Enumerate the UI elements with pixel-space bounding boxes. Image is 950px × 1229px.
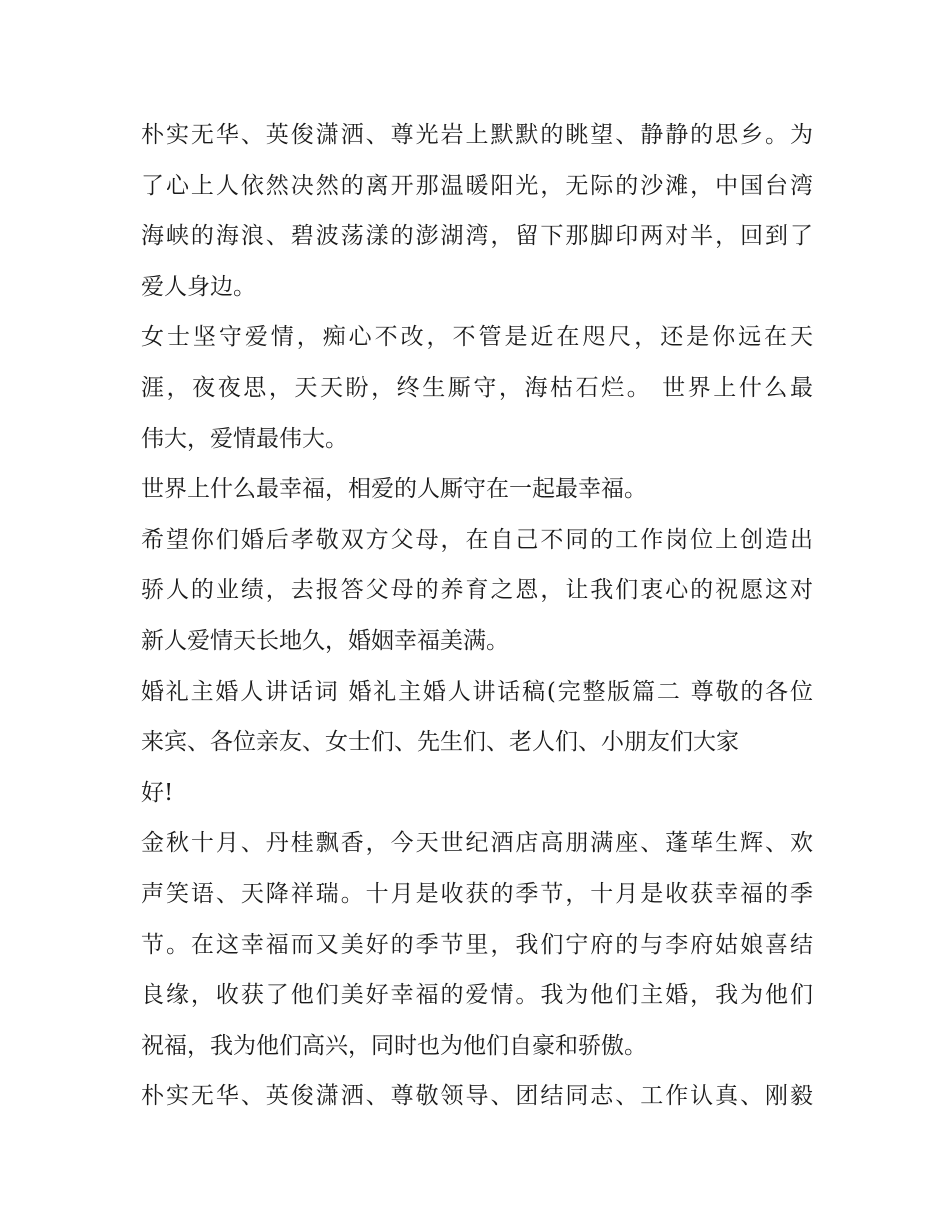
paragraph-6	[141, 818, 813, 1071]
text-line: 爱人身边。	[141, 273, 256, 300]
text-line: 新人爱情天长地久，婚姻幸福美满。	[141, 627, 509, 654]
text-line: 海峡的海浪、碧波荡漾的澎湖湾，留下那脚印两对半，回到了	[141, 223, 813, 250]
paragraph-7	[141, 1071, 813, 1122]
text-line: 良缘，收获了他们美好幸福的爱情。我为他们主婚，我为他们	[141, 982, 813, 1009]
text-line: 祝福，我为他们高兴，同时也为他们自豪和骄傲。	[141, 1032, 647, 1059]
text-line: 金秋十月、丹桂飘香，今天世纪酒店高朋满座、蓬荜生辉、欢	[141, 830, 813, 857]
text-line: 节。在这幸福而又美好的季节里，我们宁府的与李府姑娘喜结	[141, 931, 813, 958]
text-line: 骄人的业绩，去报答父母的养育之恩，让我们衷心的祝愿这对	[141, 577, 813, 604]
text-line: 希望你们婚后孝敬双方父母，在自己不同的工作岗位上创造出	[141, 526, 813, 553]
text-line: 朴实无华、英俊潇洒、尊敬领导、团结同志、工作认真、刚毅	[141, 1083, 813, 1110]
text-line: 伟大，爱情最伟大。	[141, 425, 348, 452]
text-line: 好!	[141, 779, 174, 806]
text-line: 婚礼主婚人讲话词 婚礼主婚人讲话稿(完整版篇二 尊敬的各位	[141, 678, 813, 705]
text-line: 声笑语、天降祥瑞。十月是收获的季节，十月是收获幸福的季	[141, 880, 813, 907]
body-text	[141, 110, 813, 1122]
text-line: 涯，夜夜思，天天盼，终生厮守，海枯石烂。 世界上什么最	[141, 374, 813, 401]
text-line: 来宾、各位亲友、女士们、先生们、老人们、小朋友们大家	[141, 729, 739, 756]
paragraph-3	[141, 464, 813, 515]
paragraph-1	[141, 110, 813, 312]
paragraph-4	[141, 515, 813, 667]
text-line: 了心上人依然决然的离开那温暖阳光，无际的沙滩，中国台湾	[141, 172, 813, 199]
text-line: 女士坚守爱情，痴心不改，不管是近在咫尺，还是你远在天	[141, 324, 813, 351]
paragraph-5	[141, 667, 813, 819]
text-line: 世界上什么最幸福，相爱的人厮守在一起最幸福。	[141, 476, 647, 503]
paragraph-2	[141, 312, 813, 464]
text-line: 朴实无华、英俊潇洒、尊光岩上默默的眺望、静静的思乡。为	[141, 122, 813, 148]
